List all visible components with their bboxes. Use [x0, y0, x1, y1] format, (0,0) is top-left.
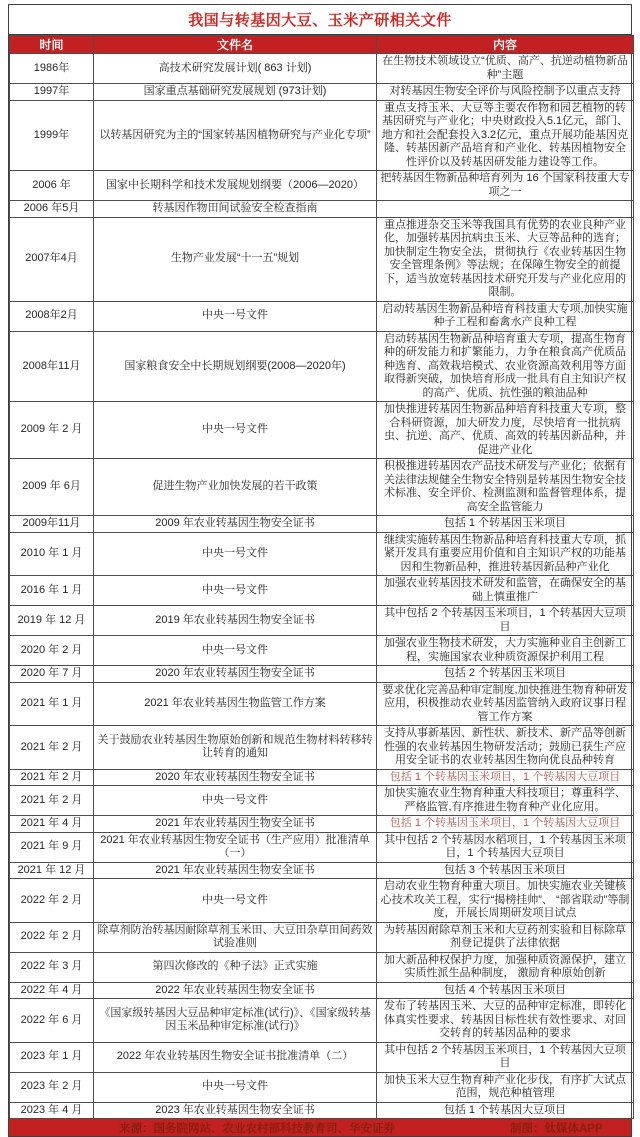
row-docname: 中央一号文件 [94, 532, 377, 576]
row-time: 2009年11月 [10, 516, 94, 533]
row-docname: 2022 年农业转基因生物安全证书 [94, 982, 377, 999]
row-docname: 国家重点基础研究发展规划 (973计划) [94, 84, 377, 101]
row-time: 2022 年 4 月 [10, 982, 94, 999]
row-content: 积极推进转基因农产品技术研发与产业化；依据有关法律法规健全生物安全特别是转基因生物安全技术标准、安全评价、检测监测和监督管理体系，提高安全监管能力 [377, 459, 634, 516]
row-time: 2007年4月 [10, 217, 94, 301]
table-row [10, 816, 634, 833]
table-row [10, 879, 634, 923]
table-body [10, 54, 634, 1119]
row-content: 加大新品种权保护力度，加强种质资源保护，建立实质性派生品种制度， 激励育种原始创新 [377, 952, 634, 982]
row-content: 包括 1 个转基因玉米项目 [377, 516, 634, 533]
table-row [10, 84, 634, 101]
row-time: 2009 年 2 月 [10, 402, 94, 459]
row-time: 2022 年 3 月 [10, 952, 94, 982]
documents-table [9, 35, 634, 1119]
table-row [10, 606, 634, 636]
table-row [10, 682, 634, 726]
row-content: 重点支持玉米、大豆等主要农作物和园艺植物的转基因研究与产业化；中央财政投入5.1亿元，部门、地方和社会配套投入3.2亿元，重点开展功能基因克隆、转基因新产品培育和产业化、转基因植物安全性评价以及转基因研发能力建设等工作。 [377, 100, 634, 171]
row-time: 2021 年 9 月 [10, 832, 94, 862]
row-content: 对转基因生物安全评价与风险控制予以重点支持 [377, 84, 634, 101]
column-header-name: 文件名 [94, 36, 377, 54]
row-docname: 中央一号文件 [94, 879, 377, 923]
row-time: 2023 年 2 月 [10, 1072, 94, 1102]
page-title: 我国与转基因大豆、玉米产研相关文件 [188, 12, 452, 29]
table-row [10, 217, 634, 301]
row-content: 启动农业生物育种重大项目。加快实施农业关键核心技术攻关工程，实行“揭榜挂帅”、 “部省联动”等制度，开展长周期研发项目试点 [377, 879, 634, 923]
row-content: 包括 1 个转基因大豆项目 [377, 1102, 634, 1119]
footer-credit: 制图：钛媒体APP [510, 1122, 603, 1135]
row-content: 加强农业生物技术研发，大力实施种业自主创新工程，实施国家农业种质资源保护利用工程 [377, 636, 634, 666]
row-content: 包括 2 个转基因玉米项目 [377, 666, 634, 683]
row-docname: 关于鼓励农业转基因生物原始创新和规范生物材料转移转让转育的通知 [94, 726, 377, 770]
row-content: 其中包括 2 个转基因玉米项目，1 个转基因大豆项目 [377, 1042, 634, 1072]
row-time: 2021 年 2 月 [10, 786, 94, 816]
row-docname: 中央一号文件 [94, 636, 377, 666]
row-content: 继续实施转基因生物新品种培育科技重大专项，抓紧开发具有重要应用价值和自主知识产权的功能基因和生物新品种，推进转基因新品种产业化 [377, 532, 634, 576]
row-docname: 2009 年农业转基因生物安全证书 [94, 516, 377, 533]
row-docname: 2023 年农业转基因生物安全证书 [94, 1102, 377, 1119]
row-docname: 中央一号文件 [94, 786, 377, 816]
table-row [10, 54, 634, 84]
row-content: 加强农业转基因技术研发和监管，在确保安全的基础上慎重推广 [377, 576, 634, 606]
table-row [10, 862, 634, 879]
row-content: 包括 3 个转基因玉米项目 [377, 862, 634, 879]
row-docname: 以转基因研究为主的“国家转基因植物研究与产业化专项” [94, 100, 377, 171]
table-row [10, 301, 634, 331]
row-docname: 2020 年农业转基因生物安全证书 [94, 666, 377, 683]
row-content: 加快推进转基因生物新品种培育科技重大专项，整合科研资源，加大研发力度，尽快培育一批抗病虫、抗逆、高产、优质、高效的转基因新品种，并促进产业化 [377, 402, 634, 459]
row-docname: 除草剂防治转基因耐除草剂玉米田、大豆田杂草田间药效试验准则 [94, 922, 377, 952]
row-content: 包括 1 个转基因玉米项目，1 个转基因大豆项目 [377, 769, 634, 786]
table-row [10, 769, 634, 786]
row-time: 2009 年 6月 [10, 459, 94, 516]
row-content: 把转基因生物新品种培育列为 16 个国家科技重大专项之一 [377, 171, 634, 201]
footer-bar [9, 1119, 631, 1136]
row-time: 2010 年 1 月 [10, 532, 94, 576]
row-content [377, 201, 634, 218]
row-docname: 国家粮食安全中长期规划纲要(2008—2020年) [94, 331, 377, 402]
table-row [10, 1102, 634, 1119]
row-docname: 中央一号文件 [94, 301, 377, 331]
column-header-time: 时间 [10, 36, 94, 54]
table-row [10, 171, 634, 201]
table-row [10, 201, 634, 218]
row-time: 2006 年5月 [10, 201, 94, 218]
row-content: 加快玉米大豆生物育种产业化步伐，有序扩大试点范围，规范种植管理 [377, 1072, 634, 1102]
row-time: 1999年 [10, 100, 94, 171]
row-time: 2021 年 2 月 [10, 769, 94, 786]
table-row [10, 1042, 634, 1072]
table-row [10, 459, 634, 516]
table-row [10, 516, 634, 533]
row-docname: 中央一号文件 [94, 402, 377, 459]
row-docname: 转基因作物田间试验安全检查指南 [94, 201, 377, 218]
header-row [10, 36, 634, 54]
row-docname: 2020 年农业转基因生物安全证书 [94, 769, 377, 786]
row-content: 要求优化完善品种审定制度,加快推进生物育种研发应用，积极推动农业转基因监管纳入政府议事日程管工作方案 [377, 682, 634, 726]
row-docname: 高技术研究发展计划( 863 计划) [94, 54, 377, 84]
table-row [10, 576, 634, 606]
row-content: 启动转基因生物新品种培育重大专项，提高生物育种的研发能力和扩繁能力，力争在粮食高产优质品种选育、高效栽培模式、农业资源高效利用等方面取得新突破，加快培育形成一批具有自主知识产权的高产、优质、抗性强的粮油品种 [377, 331, 634, 402]
table-row [10, 666, 634, 683]
row-time: 2022 年 2 月 [10, 879, 94, 923]
row-time: 2006 年 [10, 171, 94, 201]
row-docname: 中央一号文件 [94, 1072, 377, 1102]
footer-source: 来源：国务院网站、农业农村部科技教育司、华安证券 [119, 1122, 395, 1135]
row-content: 在生物技术领域设立“优质、高产、抗逆动植物新品种”主题 [377, 54, 634, 84]
row-time: 2021 年 4 月 [10, 816, 94, 833]
row-content: 为转基因耐除草剂玉米和大豆药剂实验和目标除草剂登记提供了法律依据 [377, 922, 634, 952]
row-time: 2019 年 12 月 [10, 606, 94, 636]
row-docname: 2021 年农业转基因生物安全证书（生产应用）批准清单（一） [94, 832, 377, 862]
row-content: 包括 1 个转基因玉米项目，1 个转基因大豆项目 [377, 816, 634, 833]
table-row [10, 1072, 634, 1102]
row-time: 2022 年 6 月 [10, 999, 94, 1043]
column-header-content: 内容 [377, 36, 634, 54]
row-time: 2020 年 2 月 [10, 636, 94, 666]
row-docname: 《国家级转基因大豆品种审定标准(试行)》、《国家级转基因玉米品种审定标准(试行)》 [94, 999, 377, 1043]
table-row [10, 922, 634, 952]
row-time: 2020 年 7 月 [10, 666, 94, 683]
row-docname: 2021 年农业转基因生物安全证书 [94, 862, 377, 879]
row-time: 2021 年 2 月 [10, 726, 94, 770]
table-row [10, 982, 634, 999]
row-docname: 生物产业发展“十一五”规划 [94, 217, 377, 301]
row-time: 2016 年 1 月 [10, 576, 94, 606]
row-docname: 2019 年农业转基因生物安全证书 [94, 606, 377, 636]
table-row [10, 786, 634, 816]
table-row [10, 331, 634, 402]
table-row [10, 100, 634, 171]
infographic-table [8, 4, 632, 1137]
row-docname: 2021 年农业转基因生物监管工作方案 [94, 682, 377, 726]
row-content: 启动转基因生物新品种培育科技重大专项,加快实施种子工程和畜禽水产良种工程 [377, 301, 634, 331]
row-content: 发布了转基因玉米、大豆的品种审定标准，即转化体真实性要求、转基因目标性状有效性要求、对回交转育的转基因品种的要求 [377, 999, 634, 1043]
row-docname: 国家中长期科学和技术发展规划纲要（2006—2020） [94, 171, 377, 201]
row-time: 2023 年 1 月 [10, 1042, 94, 1072]
row-docname: 2022 年农业转基因生物安全证书批准清单（二） [94, 1042, 377, 1072]
row-time: 1997年 [10, 84, 94, 101]
table-title-bar [9, 5, 631, 35]
row-docname: 第四次修改的《种子法》正式实施 [94, 952, 377, 982]
table-row [10, 999, 634, 1043]
row-content: 支持从事新基因、新性状、新技术、新产品等创新性强的农业转基因生物研发活动；鼓励已获生产应用安全证书的农业转基因生物向优良品种转育 [377, 726, 634, 770]
row-docname: 促进生物产业加快发展的若干政策 [94, 459, 377, 516]
row-time: 1986年 [10, 54, 94, 84]
row-time: 2008年2月 [10, 301, 94, 331]
table-row [10, 832, 634, 862]
row-content: 其中包括 2 个转基因玉米项目，1 个转基因大豆项目 [377, 606, 634, 636]
table-row [10, 532, 634, 576]
row-time: 2023 年 4 月 [10, 1102, 94, 1119]
row-time: 2021 年 12 月 [10, 862, 94, 879]
row-time: 2008年11月 [10, 331, 94, 402]
row-docname: 2021 年农业转基因生物安全证书 [94, 816, 377, 833]
table-row [10, 952, 634, 982]
row-time: 2021 年 1 月 [10, 682, 94, 726]
row-docname: 中央一号文件 [94, 576, 377, 606]
row-content: 加快实施农业生物育种重大科技项目；尊重科学、严格监管,有序推进生物育种产业化应用。 [377, 786, 634, 816]
row-content: 其中包括 2 个转基因水稻项目，1 个转基因玉米项目，1 个转基因大豆项目 [377, 832, 634, 862]
row-time: 2022 年 2 月 [10, 922, 94, 952]
row-content: 包括 4 个转基因玉米项目 [377, 982, 634, 999]
row-content: 重点推进杂交玉米等我国具有优势的农业良种产业化，加强转基因抗病虫玉米、大豆等品种的选育；加快制定生物安全法，贯彻执行《农业转基因生物安全管理条例》等法规；在保障生物安全的前提下，适当放宽转基因技术研究开发与产业化应用的限制。 [377, 217, 634, 301]
table-row [10, 636, 634, 666]
table-row [10, 402, 634, 459]
table-row [10, 726, 634, 770]
